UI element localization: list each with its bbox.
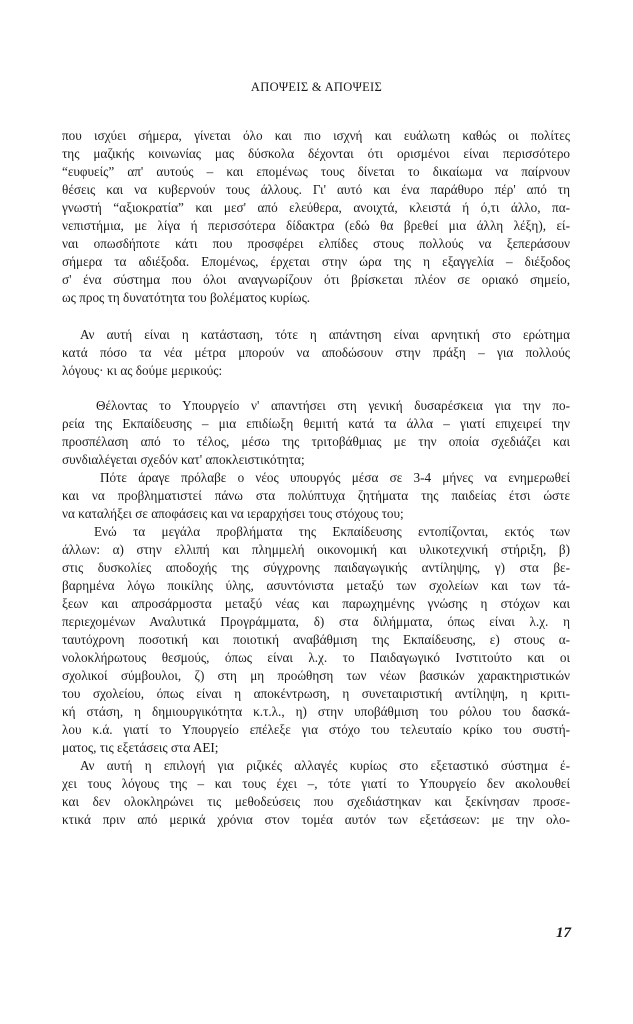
text-line: της μαζικής κοινωνίας μας δύσκολα δέχονται ότι ορισμένοι είναι περισσότερο	[62, 146, 570, 161]
text-line: βαρημένα λόγω ποικίλης ύλης, ασυντόνιστα μεταξύ των σχολείων και των τά-	[62, 578, 570, 593]
text-line: κή στάση, η δημιουργικότητα κ.τ.λ., η) στην υποβάθμιση του ρόλου του δασκά-	[62, 704, 570, 719]
page-number: 17	[556, 925, 571, 941]
text-line: γνωστή “αξιοκρατία” και μεσ' από ελεύθερα, ανοιχτά, κλειστά ή ό,τι άλλο, πα-	[62, 200, 570, 215]
text-line: άλλων: α) στην ελλιπή και πλημμελή οικονομική και υλικοτεχνική στήριξη, β)	[62, 542, 570, 557]
text-line: περιεχομένων Αναλυτικά Προγράμματα, δ) στα διλήμματα, όπως είναι λ.χ. η	[62, 614, 570, 629]
text-line: σχολικοί σύμβουλοι, ζ) στη μη προώθηση των νέων βασικών χαρακτηριστικών	[62, 668, 570, 683]
text-line: συνδιαλέγεται σχεδόν κατ' αποκλειστικότητα;	[62, 452, 305, 467]
text-line: Πότε άραγε πρόλαβε ο νέος υπουργός μέσα σε 3-4 μήνες να ενημερωθεί	[100, 470, 570, 485]
text-line: σ' ένα σύστημα που όλοι αναγνωρίζουν ότι βρίσκεται πλέον σε οριακό σημείο,	[62, 272, 570, 287]
text-line: που ισχύει σήμερα, γίνεται όλο και πιο ισχνή και ευάλωτη καθώς οι πολίτες	[62, 128, 570, 143]
text-line: ταυτόχρονη ποσοτική και ποιοτική αναβάθμιση της Εκπαίδευσης, ε) στους α-	[62, 632, 570, 647]
text-line: ξεων και απροσάρμοστα μεταξύ νέας και παρωχημένης γνώσης η στόχων και	[62, 596, 570, 611]
text-line: “ευφυείς” απ' αυτούς – και επομένως τους δίνεται το δικαίωμα να παίρνουν	[62, 164, 570, 179]
text-line: ως προς τη δυνατότητα του βολέματος κυρίως.	[62, 290, 311, 305]
text-line: Ενώ τα μεγάλα προβλήματα της Εκπαίδευσης εντοπίζονται, εκτός των	[94, 524, 570, 539]
text-line: στις δυσκολίες αποδοχής της σύγχρονης παιδαγωγικής αντίληψης, γ) στα βε-	[62, 560, 570, 575]
text-line: νολοκλήρωτους θεσμούς, όπως είναι λ.χ. το Παιδαγωγικό Ινστιτούτο και οι	[62, 650, 570, 665]
text-line: σήμερα τα αδιέξοδα. Επομένως, έρχεται στην ώρα της η εξαγγελία – διέξοδος	[62, 254, 570, 269]
running-head: ΑΠΟΨΕΙΣ & ΑΠΟΨΕΙΣ	[250, 80, 383, 94]
text-line: χει τους λόγους της – και τους έχει –, τότε γιατί το Υπουργείο δεν ακολουθεί	[62, 776, 570, 791]
text-line: και δεν ολοκληρώνει τις μεθοδεύσεις που σχεδιάστηκαν και ξεκίνησαν προσε-	[62, 794, 570, 809]
text-line: του σχολείου, όπως είναι η αποκέντρωση, η συνεταιριστική αντίληψη, η κριτι-	[62, 686, 570, 701]
text-line: κατά πόσο τα νέα μέτρα μπορούν να αποδώσουν στην πράξη – για πολλούς	[62, 345, 570, 360]
text-line: και να προβληματιστεί πάνω στα πολύπτυχα ζητήματα της παιδείας έτσι ώστε	[62, 488, 570, 503]
text-line: λου κ.ά. γιατί το Υπουργείο επέλεξε για στόχο του τελευταίο κρίκο του συστή-	[62, 722, 570, 737]
text-line: ματος, τις εξετάσεις στα ΑΕΙ;	[62, 740, 219, 755]
text-line: ρεία της Εκπαίδευσης – μια επιδίωξη θεμιτή κατά τα άλλα – γιατί επιχειρεί την	[62, 416, 570, 431]
text-line: προσπέλαση από το τέλος, μέσω της τριτοβάθμιας με την οποία σχεδιάζει και	[62, 434, 570, 449]
text-line: Αν αυτή η επιλογή για ριζικές αλλαγές κυρίως στο εξεταστικό σύστημα έ-	[80, 758, 570, 773]
text-line: ναι οπωσδήποτε κάτι που προσφέρει ελπίδες στους πολλούς να ξεπεράσουν	[62, 236, 570, 251]
text-line: κτικά πριν από μερικά χρόνια στον τομέα αυτόν των εξετάσεων: με την ολο-	[62, 812, 570, 827]
text-line: νεπιστήμια, με λίγα ή περισσότερα δίδακτρα (εδώ θα βρεθεί μια άλλη λέξη), εί-	[62, 218, 570, 233]
text-line: Αν αυτή είναι η κατάσταση, τότε η απάντηση είναι αρνητική στο ερώτημα	[80, 327, 570, 342]
text-line: λόγους· κι ας δούμε μερικούς:	[62, 363, 223, 378]
text-line: Θέλοντας το Υπουργείο ν' απαντήσει στη γενική δυσαρέσκεια για την πο-	[96, 398, 570, 413]
text-line: θέσεις και να κυβερνούν τους άλλους. Γι' αυτό και ένα παράθυρο πέρ' από τη	[62, 182, 570, 197]
text-line: να καταλήξει σε αποφάσεις και να ιεραρχήσει τους στόχους του;	[62, 506, 404, 521]
